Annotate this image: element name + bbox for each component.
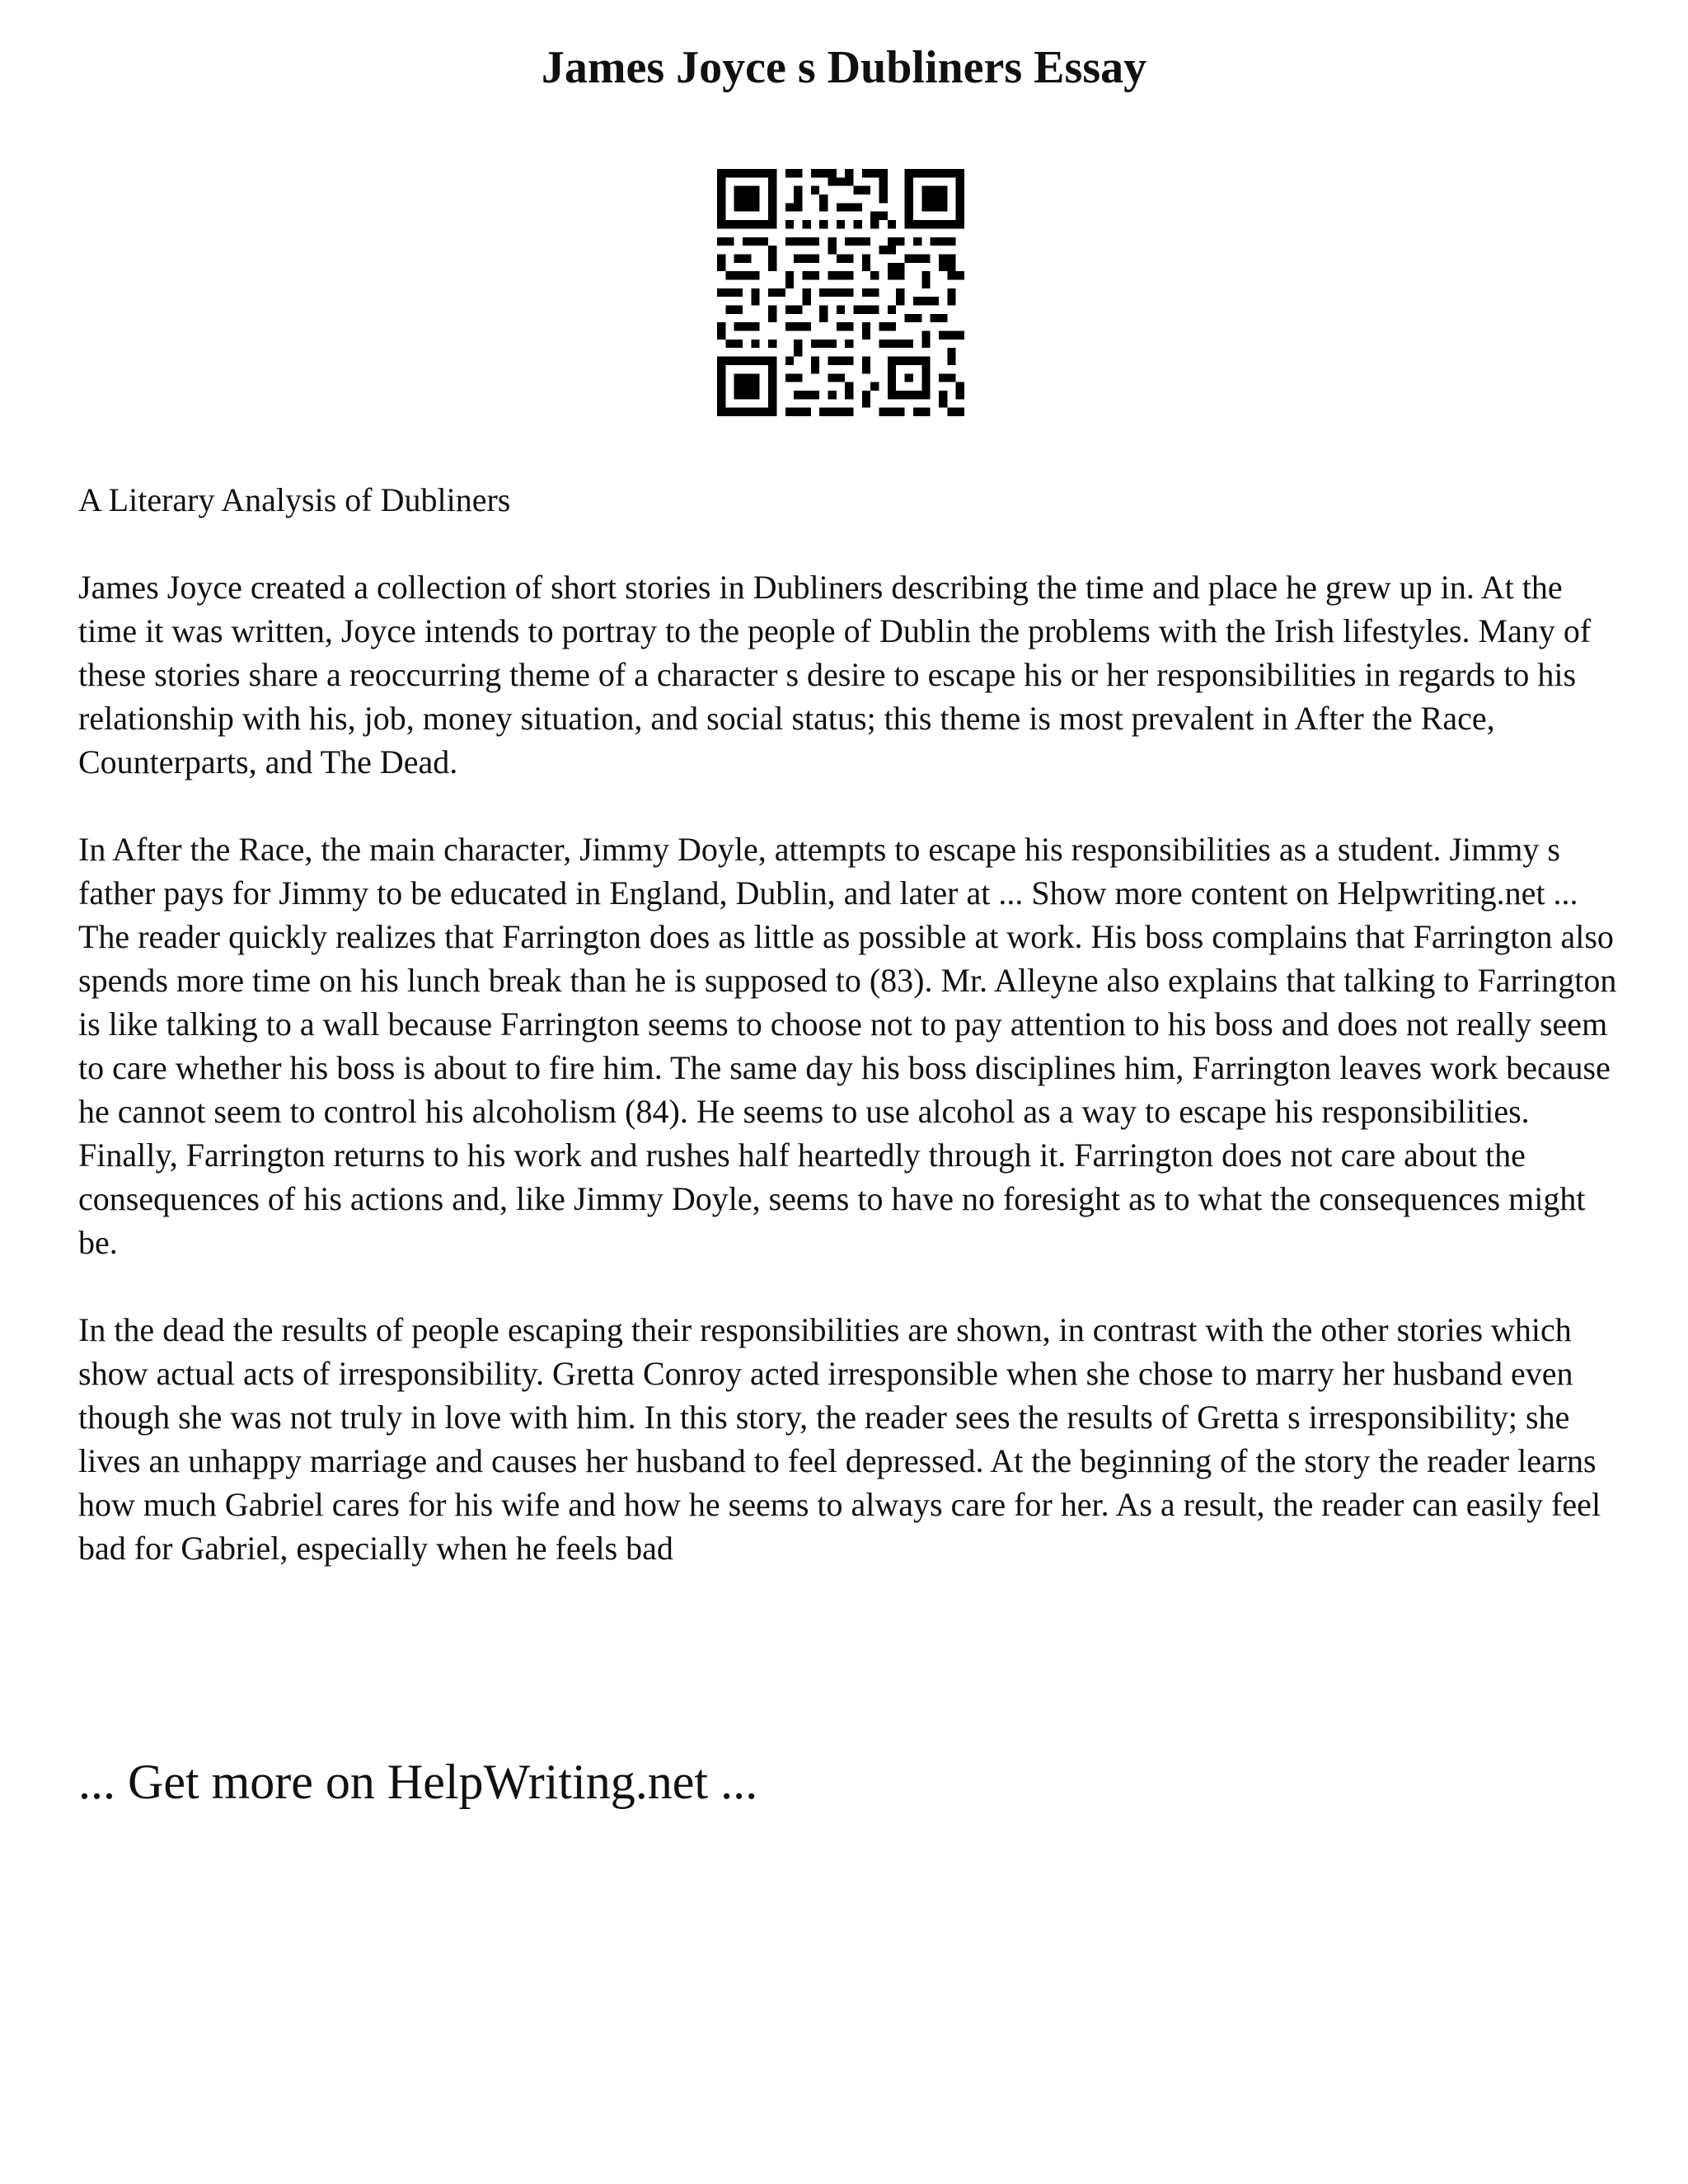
paragraph-after-the-race: In After the Race, the main character, Jimmy Doyle, attempts to escape his responsibilities as a student. Jimmy s father pays for Jimmy to be educated in England, Dublin, and later at ... Show more content on Helpwriting.net ... [78, 831, 1578, 912]
paragraph-the-dead: In the dead the results of people escaping their responsibilities are shown, in contrast with the other stories which show actual acts of irresponsibility. Gretta Conroy acted irresponsible when she chose to marry her husband even though she was not truly in love with him. In this story, the reader sees the results of Gretta s irresponsibility; she lives an unhappy marriage and causes her husband to feel depressed. At the beginning of the story the reader learns how much Gabriel cares for his wife and how he seems to always care for her. As a result, the reader can easily feel bad for Gabriel, especially when he feels bad [78, 1311, 1601, 1567]
essay-subtitle: A Literary Analysis of Dubliners [78, 481, 511, 518]
qr-code-icon [717, 169, 964, 416]
get-more-link[interactable]: ... Get more on HelpWriting.net ... [78, 1755, 758, 1809]
paragraph-intro: James Joyce created a collection of short stories in Dubliners describing the time and place he grew up in. At the time it was written, Joyce intends to portray to the people of Dublin the problems with the Irish lifestyles. Many of these stories share a reoccurring theme of a character s desire to escape his or her responsibilities in regards to his relationship with his, job, money situation, and social status; this theme is most prevalent in After the Race, Counterparts, and The Dead. [78, 569, 1592, 780]
page-title: James Joyce s Dubliners Essay [541, 42, 1147, 93]
paragraph-counterparts: The reader quickly realizes that Farrington does as little as possible at work. His boss complains that Farrington also spends more time on his lunch break than he is supposed to (83). Mr. Alleyne also explains that talking to Farrington is like talking to a wall because Farrington seems to choose not to pay attention to his boss and does not really seem to care whether his boss is about to fire him. The same day his boss disciplines him, Farrington leaves work because he cannot seem to control his alcoholism (84). He seems to use alcohol as a way to escape his responsibilities. Finally, Farrington returns to his work and rushes half heartedly through it. Farrington does not care about the consequences of his actions and, like Jimmy Doyle, seems to have no foresight as to what the consequences might be. [78, 918, 1617, 1261]
essay-body [78, 478, 1628, 1570]
